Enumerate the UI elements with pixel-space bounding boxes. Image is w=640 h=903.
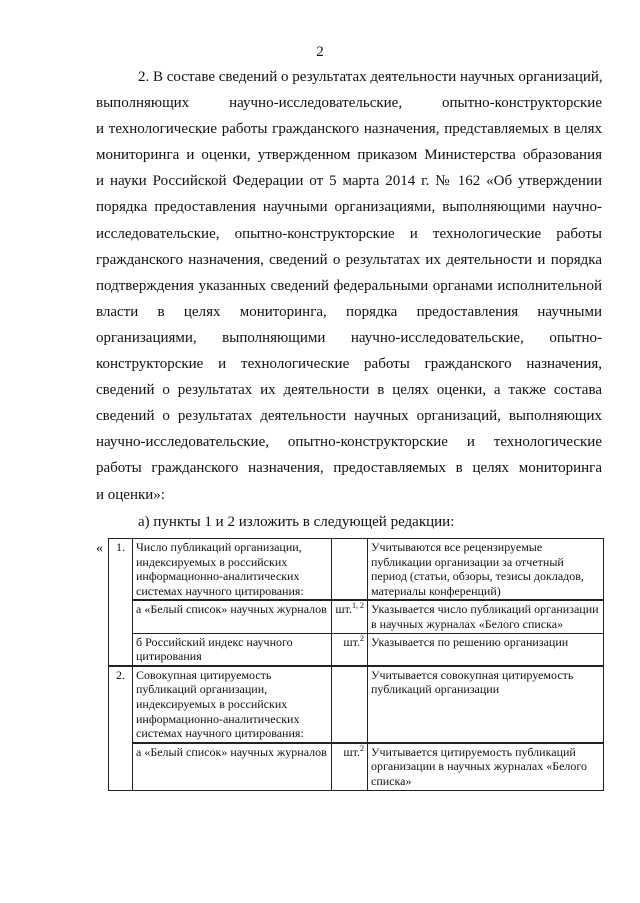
paragraph-line: исследовательские, опытно-конструкторские и технологические работы [96, 225, 602, 242]
table-row [109, 666, 604, 743]
indicator-name: б Российский индекс научного цитирования [133, 633, 332, 666]
table-row [109, 743, 604, 790]
indicator-name: а «Белый список» научных журналов [133, 600, 332, 633]
paragraph-line: организациями, выполняющими научно-исследовательские, опытно- [96, 329, 602, 346]
indicator-note: Учитываются все рецензируемые публикации организации за отчетный период (статьи, обзоры, тезисы докладов, материалы конференций) [368, 539, 604, 601]
paragraph-line: работы гражданского назначения, предоставляемых в целях мониторинга [96, 460, 602, 477]
paragraph-line: мониторинга и оценки, утвержденном приказом Министерства образования [96, 147, 602, 164]
paragraph-line: гражданского назначения, сведений о результатах их деятельности и порядка [96, 251, 602, 268]
paragraph-line: и оценки»: [96, 486, 165, 503]
unit-footnote: 1, 2 [352, 601, 364, 611]
indicator-note: Учитывается цитируемость публикаций организации в научных журналах «Белого списка» [368, 743, 604, 790]
opening-quote-mark: « [96, 541, 103, 556]
paragraph-line: и технологические работы гражданского назначения, представляемых в целях [96, 121, 602, 138]
unit-footnote: 2 [360, 633, 364, 643]
table-row [109, 539, 604, 601]
unit-cell [332, 633, 368, 666]
paragraph-line: выполняющих научно-исследовательские, опытно-конструкторские [96, 95, 602, 112]
indicator-name: Совокупная цитируемость публикаций организации, индексируемых в российских информационно-аналитических системах научного цитирования: [133, 666, 332, 743]
paragraph-line: подтверждения указанных сведений федеральными органами исполнительной [96, 277, 602, 294]
indicator-note: Учитывается совокупная цитируемость публикаций организации [368, 666, 604, 743]
indicator-name: а «Белый список» научных журналов [133, 743, 332, 790]
unit-footnote: 2 [360, 743, 364, 753]
page-number: 2 [316, 44, 324, 60]
paragraph-line: власти в целях мониторинга, порядка предоставления научными [96, 303, 602, 320]
paragraph-line: 2. В составе сведений о результатах деятельности научных организаций, [138, 69, 603, 85]
unit-cell [332, 600, 368, 633]
indicator-name: Число публикаций организации, индексируемых в российских информационно-аналитических системах научного цитирования: [133, 539, 332, 601]
unit-label: шт. [343, 634, 360, 649]
paragraph-line: конструкторские и технологические работы гражданского назначения, [96, 356, 602, 373]
row-number: 2. [109, 666, 133, 790]
unit-cell [332, 743, 368, 790]
indicator-note: Указывается число публикаций организации в научных журналах «Белого списка» [368, 600, 604, 633]
main-paragraph [96, 64, 602, 508]
unit-label: шт. [343, 744, 360, 759]
table-row [109, 633, 604, 666]
sub-heading: а) пункты 1 и 2 изложить в следующей редакции: [138, 514, 455, 530]
indicator-note: Указывается по решению организации [368, 633, 604, 666]
table-row [109, 600, 604, 633]
paragraph-line: порядка предоставления научными организациями, выполняющими научно- [96, 199, 602, 216]
indicators-table [108, 538, 604, 791]
paragraph-line: сведений о результатах деятельности научных организаций, выполняющих [96, 408, 602, 425]
unit-cell [332, 539, 368, 601]
unit-label: шт. [335, 602, 352, 617]
row-number: 1. [109, 539, 133, 666]
unit-cell [332, 666, 368, 743]
paragraph-line: научно-исследовательские, опытно-конструкторские и технологические [96, 434, 602, 451]
paragraph-line: и науки Российской Федерации от 5 марта 2014 г. № 162 «Об утверждении [96, 173, 602, 190]
paragraph-line: сведений о результатах их деятельности в целях оценки, а также состава [96, 382, 602, 399]
